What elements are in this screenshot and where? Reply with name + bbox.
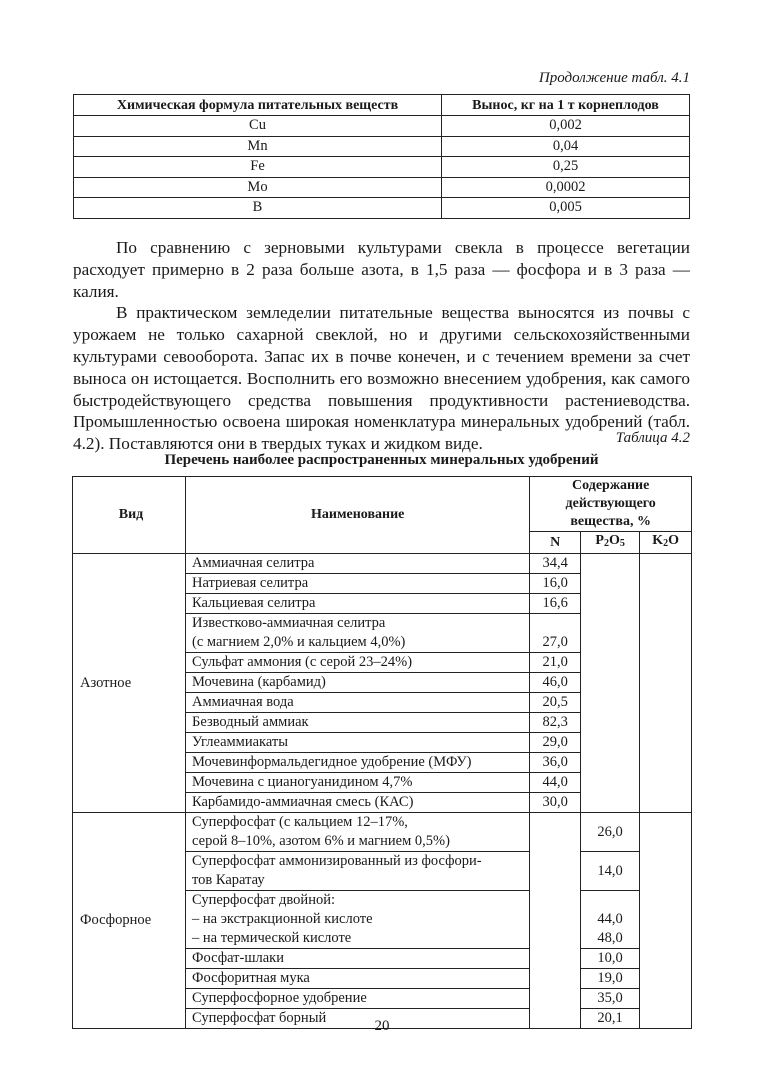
header-k2o bbox=[640, 532, 692, 554]
table-row bbox=[74, 198, 690, 219]
table-header-row bbox=[73, 477, 692, 532]
value-line: 48,0 bbox=[597, 930, 623, 946]
cell-formula: Mo bbox=[74, 177, 442, 198]
p-symbol: P bbox=[595, 533, 604, 548]
table-row bbox=[74, 136, 690, 157]
cell-n: 20,5 bbox=[530, 693, 581, 713]
cell-p bbox=[581, 891, 640, 949]
cell-n: 46,0 bbox=[530, 673, 581, 693]
cell-n: 44,0 bbox=[530, 773, 581, 793]
table-4-1 bbox=[73, 94, 690, 219]
cell-name bbox=[186, 813, 530, 852]
table-4-1-continuation-caption: Продолжение табл. 4.1 bbox=[538, 70, 690, 86]
header-content: Содержание действующего вещества, % bbox=[530, 477, 692, 532]
cell-name: Фосфат-шлаки bbox=[186, 949, 530, 969]
cell-name bbox=[186, 891, 530, 949]
cell-name: Аммиачная вода bbox=[186, 693, 530, 713]
cell-n: 16,6 bbox=[530, 594, 581, 614]
table-4-2-title: Перечень наиболее распространенных минеральных удобрений bbox=[164, 452, 599, 468]
cell-n: 27,0 bbox=[530, 614, 581, 653]
cell-value: 0,002 bbox=[442, 116, 690, 137]
cell-formula: Cu bbox=[74, 116, 442, 137]
cell-n: 36,0 bbox=[530, 753, 581, 773]
cell-p: 14,0 bbox=[581, 852, 640, 891]
table-header-row bbox=[74, 95, 690, 116]
header-name: Наименование bbox=[186, 477, 530, 554]
page-number: 20 bbox=[374, 1018, 390, 1034]
cell-n: 34,4 bbox=[530, 554, 581, 574]
name-line: Суперфосфат аммонизированный из фосфори- bbox=[192, 853, 482, 869]
cell-n-empty bbox=[530, 813, 581, 1029]
o-symbol: O bbox=[668, 533, 679, 548]
cell-p: 10,0 bbox=[581, 949, 640, 969]
cell-name: Мочевина с цианогуанидином 4,7% bbox=[186, 773, 530, 793]
cell-n: 82,3 bbox=[530, 713, 581, 733]
name-line: тов Каратау bbox=[192, 872, 265, 888]
name-line: (с магнием 2,0% и кальцием 4,0%) bbox=[192, 634, 406, 650]
value-line bbox=[581, 891, 639, 910]
cell-name: Безводный аммиак bbox=[186, 713, 530, 733]
cell-name: Карбамидо-аммиачная смесь (КАС) bbox=[186, 793, 530, 813]
o-symbol: O bbox=[608, 533, 620, 548]
cell-p: 20,1 bbox=[581, 1009, 640, 1029]
cell-formula: B bbox=[74, 198, 442, 219]
name-line: – на термической кислоте bbox=[192, 930, 352, 946]
cell-n: 29,0 bbox=[530, 733, 581, 753]
cell-value: 0,005 bbox=[442, 198, 690, 219]
cell-n: 30,0 bbox=[530, 793, 581, 813]
header-removal: Вынос, кг на 1 т корнеплодов bbox=[442, 95, 690, 116]
paragraph: В практическом земледелии питательные вещества выносятся из почвы с урожаем не только сахарной свеклой, но и другими сельскохозяйственными культурами севооборота. Запас их в почве конечен, и с течением времени за счет выноса он истощается. Восполнить его возможно внесением удобрения, как самого быстродействующего средства повышения продуктивности растениеводства. Промышленностью освоена широкая номенклатура минеральных удобрений (табл. 4.2). Поставляются они в твердых туках и жидком виде. bbox=[73, 303, 690, 454]
table-4-2-caption: Таблица 4.2 bbox=[615, 430, 690, 446]
cell-n: 21,0 bbox=[530, 653, 581, 673]
table-row bbox=[74, 116, 690, 137]
table-4-2 bbox=[72, 476, 692, 1029]
cell-value: 0,04 bbox=[442, 136, 690, 157]
cell-name: Фосфоритная мука bbox=[186, 969, 530, 989]
name-line: – на экстракционной кислоте bbox=[192, 911, 373, 927]
paragraph: По сравнению с зерновыми культурами свекла в процессе вегетации расходует примерно в 2 раза больше азота, в 1,5 раза — фосфора и в 3 раза — калия. bbox=[73, 238, 690, 301]
cell-k-empty bbox=[640, 554, 692, 813]
table-row bbox=[74, 157, 690, 178]
name-line: Суперфосфат (с кальцием 12–17%, bbox=[192, 814, 408, 830]
name-line: серой 8–10%, азотом 6% и магнием 0,5%) bbox=[192, 833, 450, 849]
header-formula: Химическая формула питательных веществ bbox=[74, 95, 442, 116]
group-phosphorus: Фосфорное bbox=[73, 813, 186, 1029]
cell-p: 26,0 bbox=[581, 813, 640, 852]
cell-name: Сульфат аммония (с серой 23–24%) bbox=[186, 653, 530, 673]
group-nitrogen: Азотное bbox=[73, 554, 186, 813]
table-row bbox=[73, 554, 692, 574]
cell-value: 0,0002 bbox=[442, 177, 690, 198]
subscript: 2 bbox=[603, 538, 609, 549]
table-row bbox=[73, 813, 692, 852]
subscript: 2 bbox=[663, 538, 669, 549]
cell-n: 16,0 bbox=[530, 574, 581, 594]
cell-name: Мочевинформальдегидное удобрение (МФУ) bbox=[186, 753, 530, 773]
k-symbol: K bbox=[652, 533, 664, 548]
cell-p-empty bbox=[581, 554, 640, 813]
cell-name bbox=[186, 852, 530, 891]
table-row bbox=[74, 177, 690, 198]
header-n: N bbox=[530, 532, 581, 554]
cell-p: 19,0 bbox=[581, 969, 640, 989]
cell-name: Углеаммиакаты bbox=[186, 733, 530, 753]
header-vid: Вид bbox=[73, 477, 186, 554]
cell-name: Кальциевая селитра bbox=[186, 594, 530, 614]
cell-formula: Mn bbox=[74, 136, 442, 157]
cell-name: Суперфосфорное удобрение bbox=[186, 989, 530, 1009]
cell-name: Натриевая селитра bbox=[186, 574, 530, 594]
value-line: 44,0 bbox=[597, 911, 623, 927]
body-text bbox=[73, 237, 690, 455]
subscript: 5 bbox=[619, 538, 625, 549]
cell-k-empty bbox=[640, 813, 692, 1029]
cell-name: Мочевина (карбамид) bbox=[186, 673, 530, 693]
cell-p: 35,0 bbox=[581, 989, 640, 1009]
name-line: Суперфосфат двойной: bbox=[192, 892, 335, 908]
header-p2o5 bbox=[581, 532, 640, 554]
cell-value: 0,25 bbox=[442, 157, 690, 178]
cell-name: Аммиачная селитра bbox=[186, 554, 530, 574]
cell-name bbox=[186, 614, 530, 653]
name-line: Известково-аммиачная селитра bbox=[192, 615, 386, 631]
cell-formula: Fe bbox=[74, 157, 442, 178]
cell-name: Суперфосфат борный bbox=[186, 1009, 530, 1029]
